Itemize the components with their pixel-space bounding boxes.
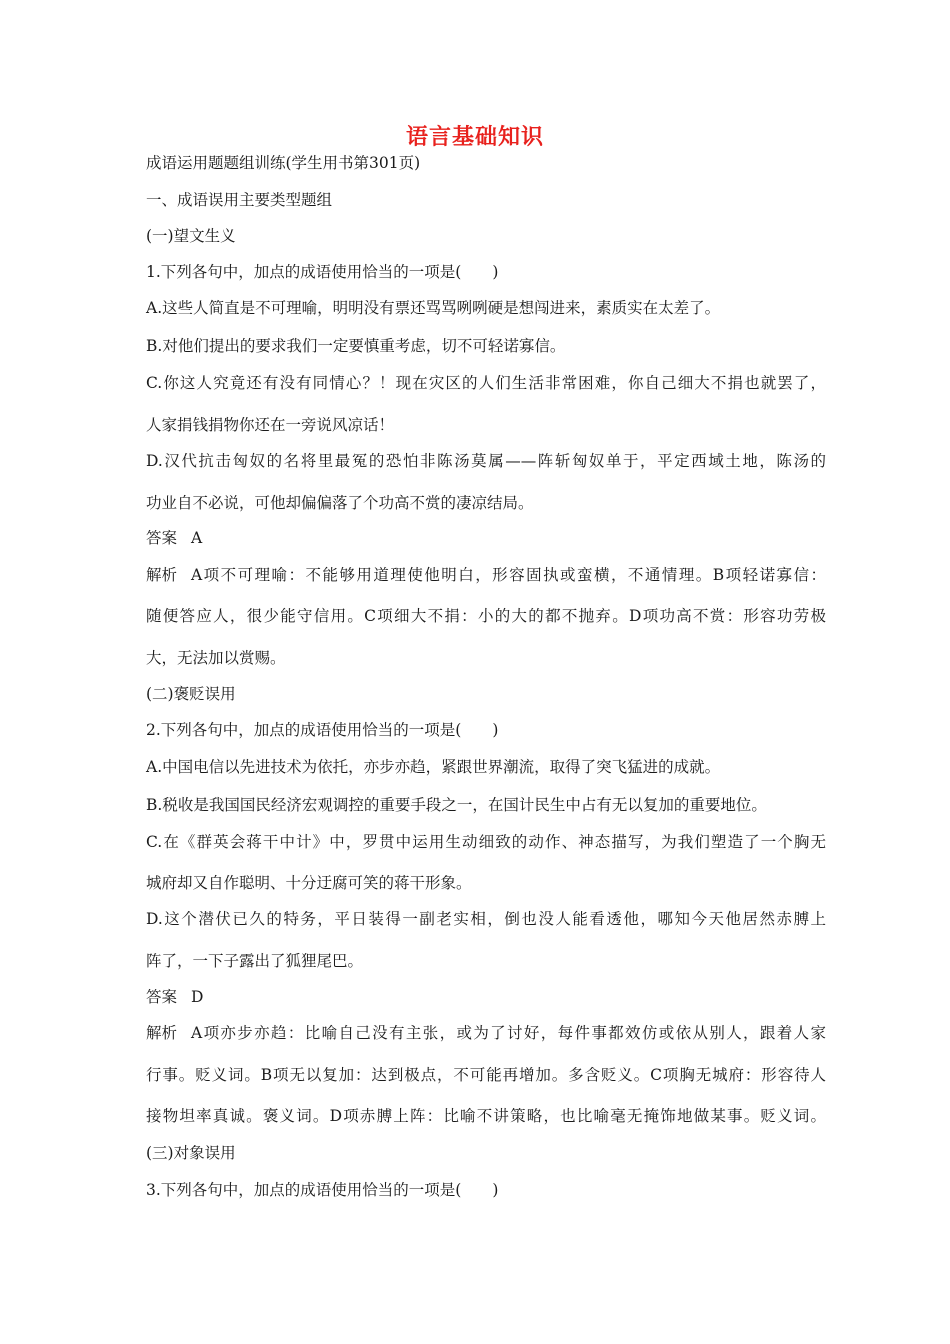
question-3: 3.下列各句中，加点的成语使用恰当的一项是( ) <box>146 1181 499 1199</box>
page-title: 语言基础知识 <box>405 125 544 150</box>
subsection-heading: (二)褒贬误用 <box>146 685 236 703</box>
q2-option-d: D.这个潜伏已久的特务，平日装得一副老实相，倒也没人能看透他，哪知今天他居然赤膊上 <box>146 910 826 928</box>
q2-option-b: B.税收是我国国民经济宏观调控的重要手段之一，在国计民生中占有无以复加的重要地位。 <box>146 796 767 814</box>
q2-analysis-cont: 接物坦率真诚。褒义词。D项赤膊上阵：比喻不讲策略，也比喻毫无掩饰地做某事。贬义词。 <box>146 1107 826 1125</box>
q1-option-b: B.对他们提出的要求我们一定要慎重考虑，切不可轻诺寡信。 <box>146 337 566 355</box>
q1-option-c: C.你这人究竟还有没有同情心？！现在灾区的人们生活非常困难，你自己细大不捐也就罢了， <box>146 374 826 392</box>
analysis-label: 解析 <box>146 566 178 584</box>
q2-analysis <box>146 1023 826 1043</box>
subsection-heading: (一)望文生义 <box>146 227 236 245</box>
q2-option-c-cont: 城府却又自作聪明、十分迂腐可笑的蒋干形象。 <box>146 874 472 892</box>
answer-value: D <box>191 988 204 1006</box>
q1-answer <box>146 528 826 548</box>
q1-analysis-cont: 大，无法加以赏赐。 <box>146 649 286 667</box>
q2-analysis-cont: 行事。贬义词。B项无以复加：达到极点，不可能再增加。多含贬义。C项胸无城府：形容待人 <box>146 1066 826 1084</box>
analysis-label: 解析 <box>146 1024 178 1042</box>
q2-option-d-cont: 阵了，一下子露出了狐狸尾巴。 <box>146 952 364 970</box>
subsection-heading: (三)对象误用 <box>146 1144 236 1162</box>
analysis-text: A项不可理喻：不能够用道理使他明白，形容固执或蛮横，不通情理。B项轻诺寡信： <box>191 566 826 584</box>
question-1: 1.下列各句中，加点的成语使用恰当的一项是( ) <box>146 263 499 281</box>
q1-option-d: D.汉代抗击匈奴的名将里最冤的恐怕非陈汤莫属——阵斩匈奴单于，平定西域土地，陈汤的 <box>146 452 826 470</box>
q1-option-c-cont: 人家捐钱捐物你还在一旁说风凉话！ <box>146 416 395 434</box>
q1-option-a: A.这些人简直是不可理喻，明明没有票还骂骂咧咧硬是想闯进来，素质实在太差了。 <box>146 299 721 317</box>
subtitle-line: 成语运用题题组训练(学生用书第301页) <box>146 154 421 172</box>
q1-analysis <box>146 565 826 585</box>
q2-option-c: C.在《群英会蒋干中计》中，罗贯中运用生动细致的动作、神态描写，为我们塑造了一个胸无 <box>146 833 826 851</box>
q2-option-a: A.中国电信以先进技术为依托，亦步亦趋，紧跟世界潮流，取得了突飞猛进的成就。 <box>146 758 721 776</box>
q1-analysis-cont: 随便答应人，很少能守信用。C项细大不捐：小的大的都不抛弃。D项功高不赏：形容功劳极 <box>146 607 826 625</box>
analysis-text: A项亦步亦趋：比喻自己没有主张，或为了讨好，每件事都效仿或依从别人，跟着人家 <box>191 1024 826 1042</box>
answer-value: A <box>191 529 203 547</box>
answer-label: 答案 <box>146 529 178 547</box>
answer-label: 答案 <box>146 988 178 1006</box>
q1-option-d-cont: 功业自不必说，可他却偏偏落了个功高不赏的凄凉结局。 <box>146 494 534 512</box>
question-2: 2.下列各句中，加点的成语使用恰当的一项是( ) <box>146 721 499 739</box>
section-heading: 一、成语误用主要类型题组 <box>146 191 333 209</box>
q2-answer <box>146 987 826 1007</box>
